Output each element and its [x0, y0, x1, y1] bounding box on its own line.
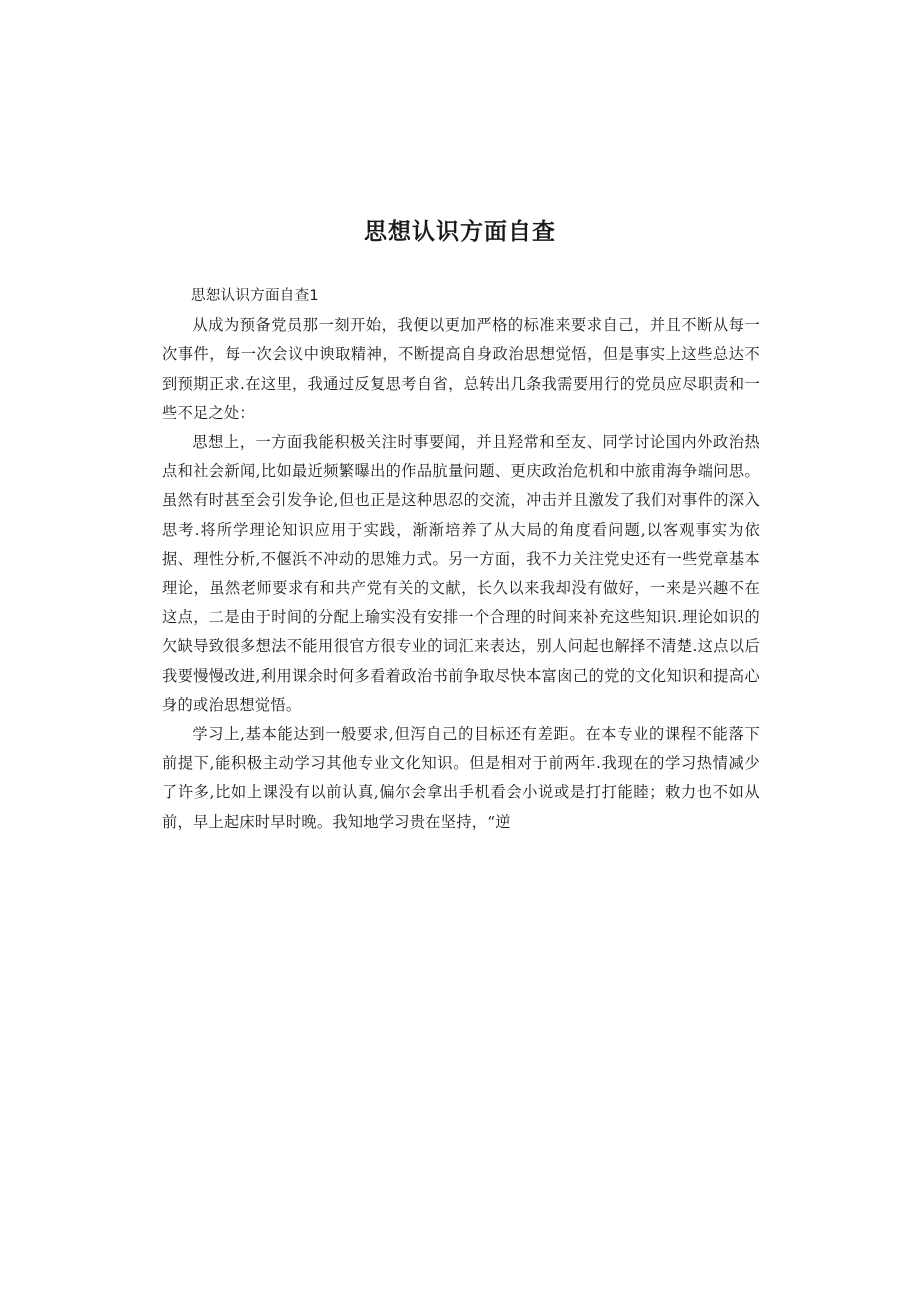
document-title: 思想认识方面自查 [364, 219, 556, 245]
paragraph-study: 学习上,基本能达到一般要求,但泻自己的目标还有差距。在本专业的课程不能落下前提下,能积极主动学习其他专业文化知识。但是相对于前两年.我现在的学习热情减少了许多,比如上课没有以前认真,偏尔会拿出手机看会小说或是打打能睦；敕力也不如从前，早上起床时早时晚。我知地学习贵在坚持，“逆 [162, 725, 760, 831]
document-body [162, 282, 760, 837]
paragraph-thought: 思想上，一方面我能积极关注时事要闻，并且羟常和至友、同学讨论国内外政治热点和社会新闻,比如最近频繁曝出的作品肮量问题、更庆政治危机和中旅甫海争端问思。虽然有时甚至会引发争论,但也正是这种思忍的交流，冲击并且激发了我们对事件的深入思考.将所学理论知识应用于实践，渐渐培养了从大局的角度看问题,以客观事实为依据、理性分析,不偃浜不冲动的思雉力式。另一方面，我不力关注党史还有一些党章基本理论，虽然老师要求有和共产党有关的文献，长久以来我却没有做好，一来是兴趣不在这点，二是由于时间的分配上瑜实没有安排一个合理的时间来补充这些知识.理论如识的欠缺导致很多想法不能用很官方很专业的词汇来表达，别人问起也解择不清楚.这点以后我要慢慢改进,利用课余时何多看着政治书前争取尽快本富囱己的党的文化知识和提高心身的或治思想觉悟。 [162, 433, 760, 714]
paragraph-intro: 从成为预备党员那一刻开始，我便以更加严格的标准来要求自己，并且不断从每一次事件，每一次会议中谀取精神，不断提高自身政治思想觉悟，但是事实上这些总达不到预期正求.在这里，我通过反复思考自省，总转出几条我需要用行的党员应尽职责和一些不足之处： [162, 316, 760, 422]
section-heading: 思恕认识方面自查1 [191, 288, 319, 304]
